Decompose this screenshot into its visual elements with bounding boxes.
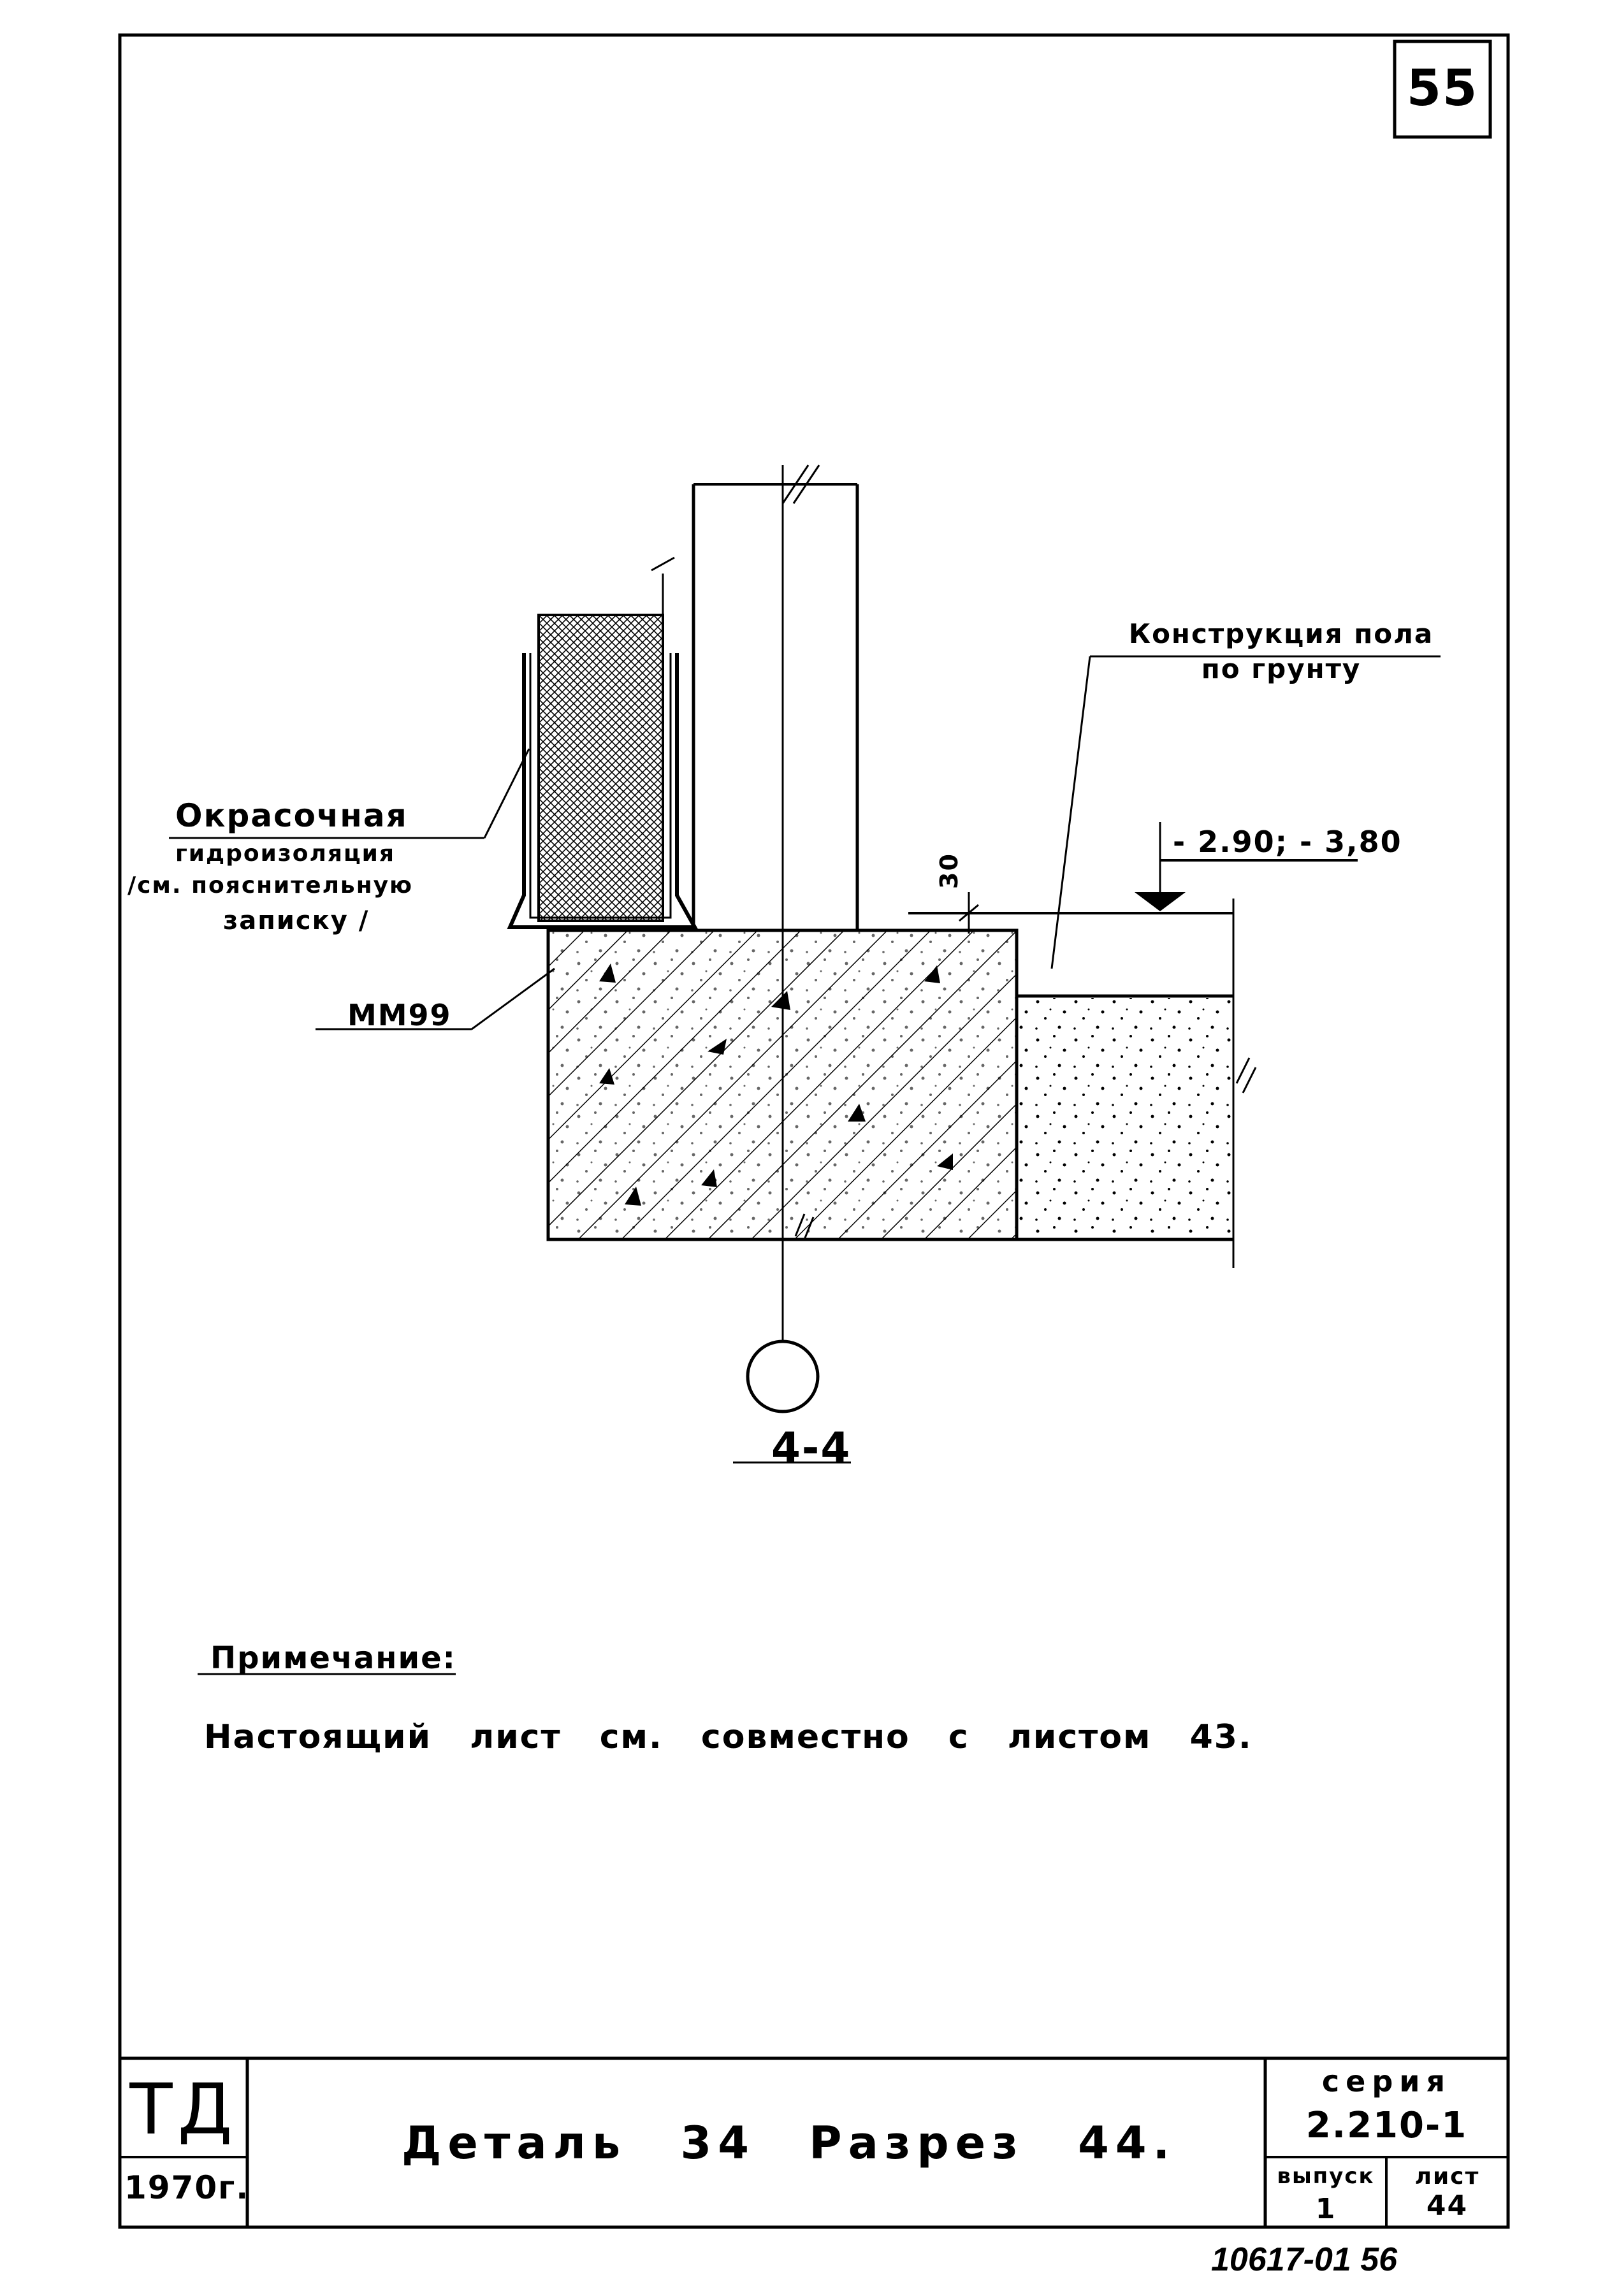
sheet-value: 44: [1426, 2190, 1469, 2222]
waterproofing-label-line-4: записку /: [223, 906, 370, 935]
page-number: 55: [1406, 60, 1479, 117]
issue-label: выпуск: [1277, 2163, 1375, 2189]
elevation-label: - 2.90; - 3,80: [1173, 825, 1402, 859]
series-value: 2.210-1: [1305, 2105, 1468, 2146]
waterproofing-label-line-1: Окрасочная: [175, 797, 408, 834]
drawing-title: Деталь 34 Разрез 44.: [402, 2117, 1177, 2169]
dimension-30-label: 30: [935, 853, 963, 889]
org-label: ТД: [129, 2069, 238, 2150]
floor-construction-label: Конструкция пола по грунту: [1128, 618, 1434, 684]
issue-value: 1: [1315, 2193, 1337, 2225]
series-label: серия: [1321, 2064, 1452, 2098]
footer-code: 10617-01 56: [1211, 2241, 1398, 2278]
note-heading: Примечание:: [210, 1640, 456, 1676]
waterproofing-label-line-2: гидроизоляция: [175, 841, 395, 867]
insulation-block: [539, 615, 663, 921]
note-text: Настоящий лист см. совместно с листом 43.: [204, 1718, 1252, 1756]
section-label: 4-4: [771, 1424, 852, 1473]
sheet-label: лист: [1414, 2163, 1480, 2190]
footing-mark-label: ММ99: [347, 998, 452, 1032]
column: [693, 465, 857, 930]
waterproofing-label-line-3: /см. пояснительную: [127, 872, 414, 899]
year-label: 1970г.: [124, 2169, 250, 2206]
